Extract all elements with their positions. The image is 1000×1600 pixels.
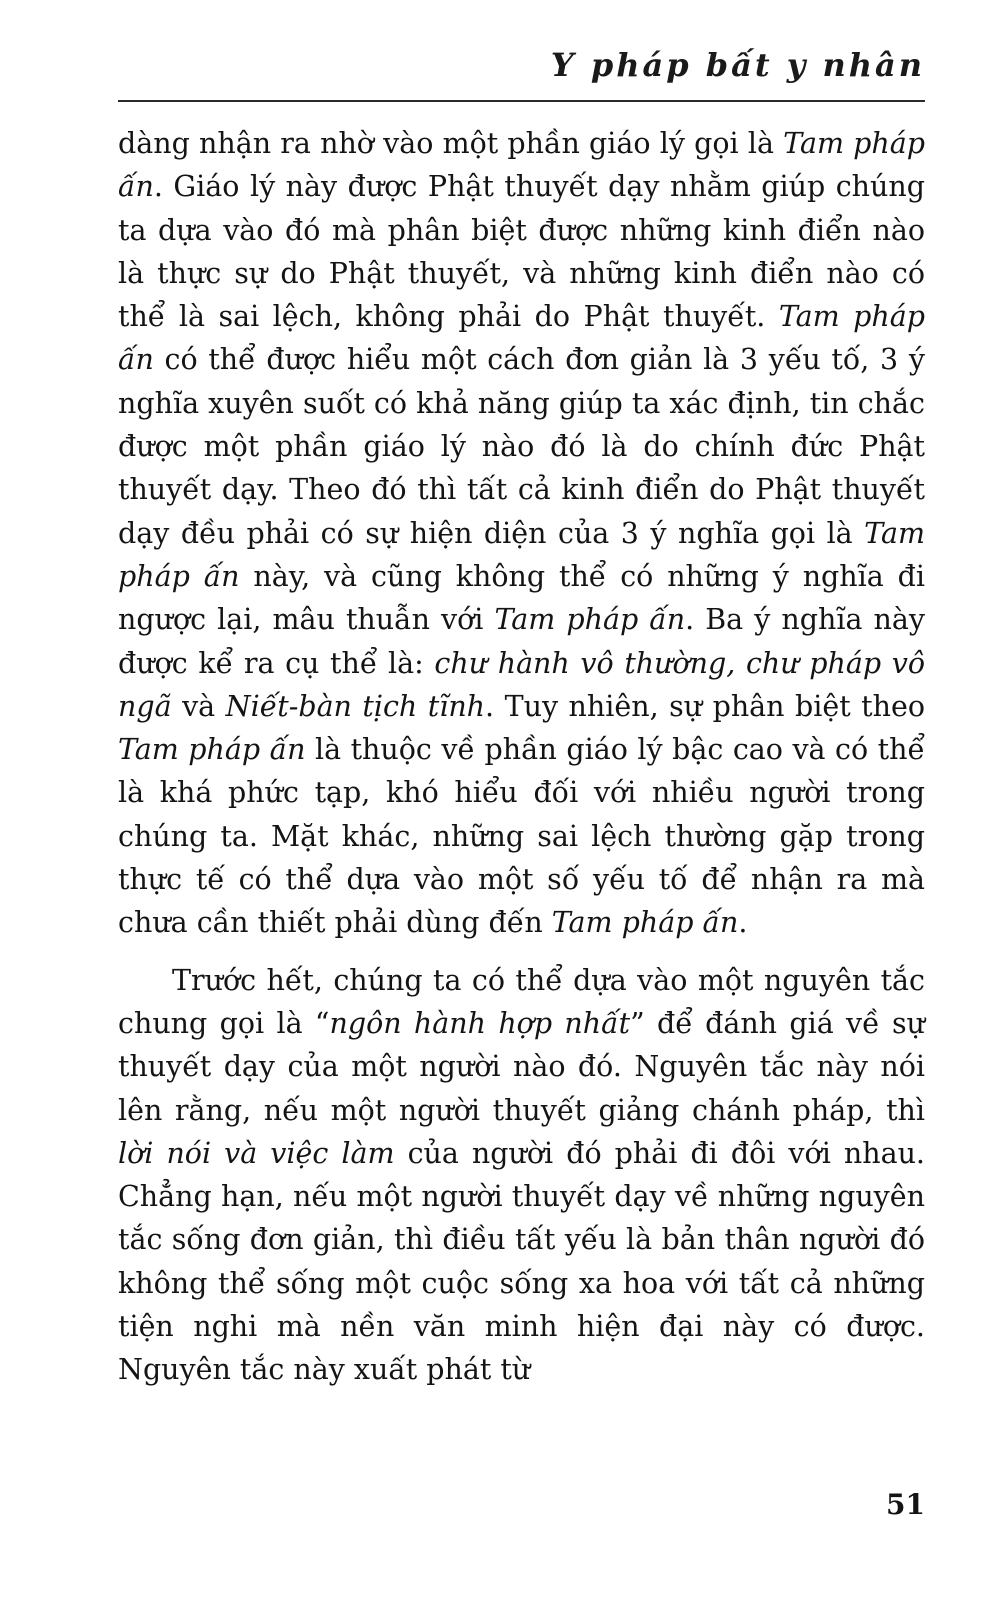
text-run: Trước hết, chúng ta có thể dựa vào một nguyên tắc chung gọi là “ <box>118 963 925 1040</box>
italic-text-run: Tam pháp ấn <box>118 733 306 767</box>
text-run: dàng nhận ra nhờ vào một phần giáo lý gọi là <box>118 127 784 160</box>
paragraph-1 <box>118 122 925 945</box>
running-title: Y pháp bất y nhân <box>550 46 925 84</box>
italic-text-run: Tam pháp ấn <box>118 300 925 377</box>
text-run: . Tuy nhiên, sự phân biệt theo <box>485 689 925 723</box>
text-run: ” để đánh giá về sự thuyết dạy của một người nào đó. Nguyên tắc này nói lên rằng, nếu một người thuyết giảng chánh pháp, thì <box>118 1006 926 1127</box>
italic-text-run: ngôn hành hợp nhất <box>329 1006 631 1040</box>
text-run: và <box>171 689 226 723</box>
italic-text-run: Tam pháp ấn <box>118 127 925 204</box>
text-run: là thuộc về phần giáo lý bậc cao và có thể là khá phức tạp, khó hiểu đối với nhiều người trong chúng ta. Mặt khác, những sai lệch thường gặp trong thực tế có thể dựa vào một số yếu tố để nhận ra mà chưa cần thiết phải dùng đến <box>118 733 925 940</box>
text-run: của người đó phải đi đôi với nhau. Chẳng hạn, nếu một người thuyết dạy về những nguyên tắc sống đơn giản, thì điều tất yếu là bản thân người đó không thể sống một cuộc sống xa hoa với tất cả những tiện nghi mà nền văn minh hiện đại này có được. Nguyên tắc này xuất phát từ <box>118 1136 925 1387</box>
text-run: . Ba ý nghĩa này được kể ra cụ thể là: <box>118 603 925 680</box>
italic-text-run: Tam pháp ấn <box>118 516 925 593</box>
text-run: này, và cũng không thể có những ý nghĩa đi ngược lại, mâu thuẫn với <box>118 559 925 637</box>
paragraph-2 <box>118 959 925 1392</box>
text-run: . <box>738 906 748 940</box>
italic-text-run: chư hành vô thường, chư pháp vô ngã <box>118 646 925 723</box>
italic-text-run: Tam pháp ấn <box>551 906 739 940</box>
text-run: . Giáo lý này được Phật thuyết dạy nhằm giúp chúng ta dựa vào đó mà phân biệt được những kinh điển nào là thực sự do Phật thuyết, và những kinh điển nào có thể là sai lệch, không phải do Phật thuyết. <box>118 170 925 334</box>
body-text <box>118 122 925 1392</box>
header-rule <box>118 100 925 102</box>
page-number: 51 <box>886 1488 925 1521</box>
italic-text-run: Tam pháp ấn <box>494 603 686 637</box>
italic-text-run: Niết-bàn tịch tĩnh <box>225 689 486 723</box>
italic-text-run: lời nói và việc làm <box>118 1136 395 1170</box>
text-run: có thể được hiểu một cách đơn giản là 3 yếu tố, 3 ý nghĩa xuyên suốt có khả năng giúp ta xác định, tin chắc được một phần giáo lý nào đó là do chính đức Phật thuyết dạy. Theo đó thì tất cả kinh điển do Phật thuyết dạy đều phải có sự hiện diện của 3 ý nghĩa gọi là <box>118 343 925 550</box>
